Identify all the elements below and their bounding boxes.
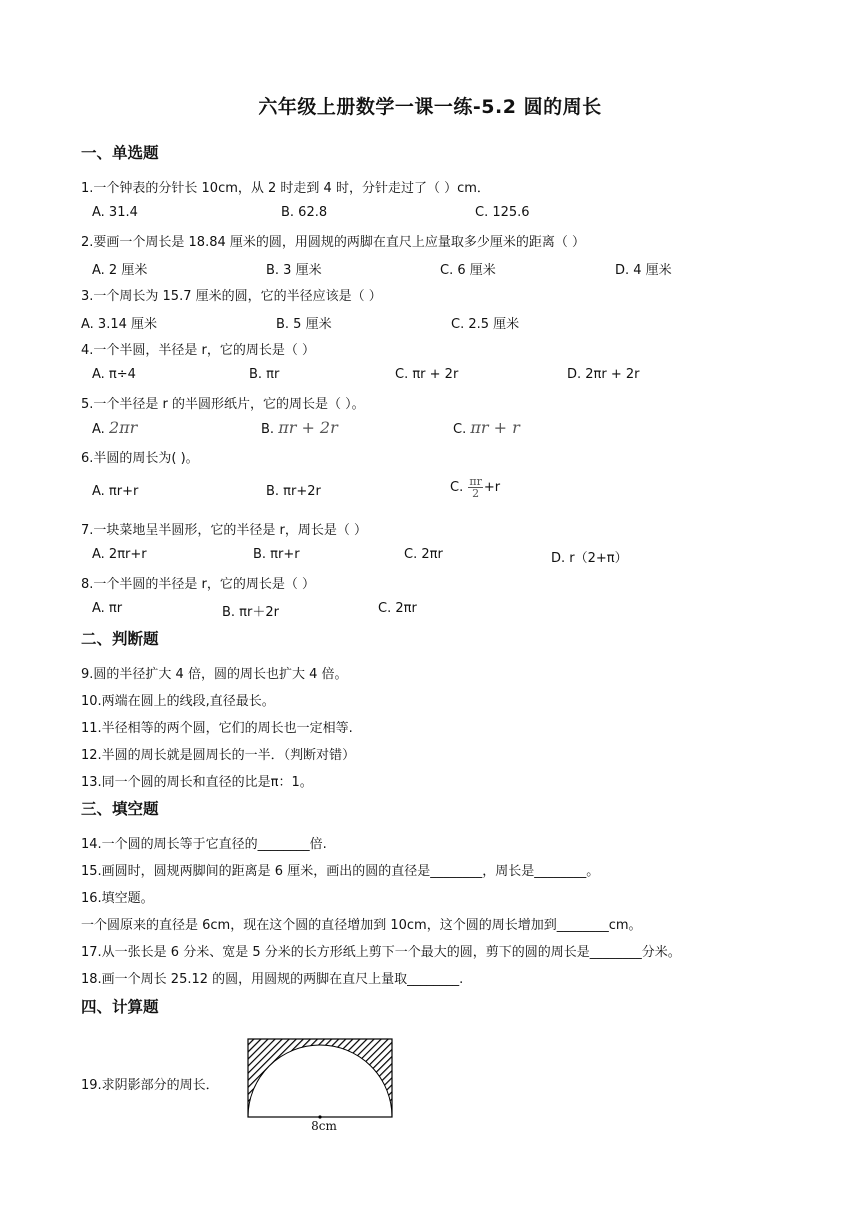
q5-option-c-formula: πr + r xyxy=(470,418,520,437)
q4-option-b: B. πr xyxy=(249,367,280,382)
q5-option-a xyxy=(92,418,137,437)
q2-option-d: D. 4 厘米 xyxy=(615,263,672,278)
q8-option-b: B. πr＋2r xyxy=(222,605,279,620)
q7-option-b: B. πr+r xyxy=(253,547,300,562)
q1-option-a: A. 31.4 xyxy=(92,205,138,220)
q5-option-b-formula: πr + 2r xyxy=(278,418,338,437)
question-1: 1.一个钟表的分针长 10cm，从 2 时走到 4 时，分针走过了（ ）cm． xyxy=(81,181,490,196)
q5-option-c-label: C. xyxy=(453,422,471,437)
q4-option-d: D. 2πr + 2r xyxy=(567,367,640,382)
q6-option-c-label: C. xyxy=(450,480,468,495)
q2-option-b: B. 3 厘米 xyxy=(266,263,322,278)
q2-option-a: A. 2 厘米 xyxy=(92,263,148,278)
question-11: 11.半径相等的两个圆，它们的周长也一定相等. xyxy=(81,721,353,736)
section-heading-fill-blank: 三、填空题 xyxy=(81,800,159,818)
question-8: 8.一个半圆的半径是 r，它的周长是（ ） xyxy=(81,577,316,592)
q3-option-b: B. 5 厘米 xyxy=(276,317,332,332)
q7-option-d: D. r（2+π） xyxy=(551,551,628,566)
question-13: 13.同一个圆的周长和直径的比是π：1。 xyxy=(81,775,313,790)
question-16: 16.填空题。 xyxy=(81,891,154,906)
page-title: 六年级上册数学一课一练-5.2 圆的周长 xyxy=(258,96,602,118)
q1-option-c: C. 125.6 xyxy=(475,205,530,220)
q5-option-c xyxy=(453,418,520,437)
q8-option-c: C. 2πr xyxy=(378,601,417,616)
q4-option-c: C. πr + 2r xyxy=(395,367,459,382)
question-4: 4.一个半圆，半径是 r，它的周长是（ ） xyxy=(81,343,316,358)
question-15: 15.画圆时，圆规两脚间的距离是 6 厘米，画出的圆的直径是________，周长是________。 xyxy=(81,864,600,879)
q6-option-c xyxy=(450,476,500,499)
q4-option-a: A. π÷4 xyxy=(92,367,136,382)
q1-option-b: B. 62.8 xyxy=(281,205,328,220)
q5-option-a-formula: 2πr xyxy=(108,418,138,437)
question-7: 7.一块菜地呈半圆形，它的半径是 r，周长是（ ） xyxy=(81,523,368,538)
section-heading-single-choice: 一、单选题 xyxy=(81,144,159,162)
question-6: 6.半圆的周长为( )。 xyxy=(81,451,199,466)
question-14: 14.一个圆的周长等于它直径的________倍. xyxy=(81,837,327,852)
q3-option-a: A. 3.14 厘米 xyxy=(81,317,158,332)
question-10: 10.两端在圆上的线段,直径最长。 xyxy=(81,694,275,709)
question-18: 18.画一个周长 25.12 的圆，用圆规的两脚在直尺上量取________. xyxy=(81,972,464,987)
q5-option-a-label: A. xyxy=(92,422,109,437)
question-19: 19.求阴影部分的周长． xyxy=(81,1078,219,1093)
question-12: 12.半圆的周长就是圆周长的一半．（判断对错） xyxy=(81,748,356,763)
q2-option-c: C. 6 厘米 xyxy=(440,263,496,278)
shaded-semicircle-figure xyxy=(247,1038,395,1120)
q6-option-a: A. πr+r xyxy=(92,484,139,499)
q6-option-c-fraction xyxy=(468,476,483,499)
q3-option-c: C. 2.5 厘米 xyxy=(451,317,520,332)
question-17: 17.从一张长是 6 分米、宽是 5 分米的长方形纸上剪下一个最大的圆，剪下的圆的周长是________分米。 xyxy=(81,945,681,960)
q6-option-c-suffix: +r xyxy=(483,480,501,495)
q6-option-b: B. πr+2r xyxy=(266,484,321,499)
section-heading-true-false: 二、判断题 xyxy=(81,630,159,648)
q5-option-b xyxy=(261,418,338,437)
section-heading-calculation: 四、计算题 xyxy=(81,998,159,1016)
question-2: 2.要画一个周长是 18.84 厘米的圆，用圆规的两脚在直尺上应量取多少厘米的距离（ ） xyxy=(81,235,586,250)
figure-width-label: 8cm xyxy=(311,1119,337,1133)
question-9: 9.圆的半径扩大 4 倍，圆的周长也扩大 4 倍。 xyxy=(81,667,348,682)
q5-option-b-label: B. xyxy=(261,422,279,437)
question-16-body: 一个圆原来的直径是 6cm，现在这个圆的直径增加到 10cm，这个圆的周长增加到________cm。 xyxy=(81,918,642,933)
q7-option-a: A. 2πr+r xyxy=(92,547,147,562)
q8-option-a: A. πr xyxy=(92,601,123,616)
fraction-denominator: 2 xyxy=(472,487,480,500)
question-3: 3.一个周长为 15.7 厘米的圆，它的半径应该是（ ） xyxy=(81,289,382,304)
q7-option-c: C. 2πr xyxy=(404,547,443,562)
fraction-numerator: πr xyxy=(469,475,482,488)
question-5: 5.一个半径是 r 的半圆形纸片，它的周长是（ ）。 xyxy=(81,397,365,412)
